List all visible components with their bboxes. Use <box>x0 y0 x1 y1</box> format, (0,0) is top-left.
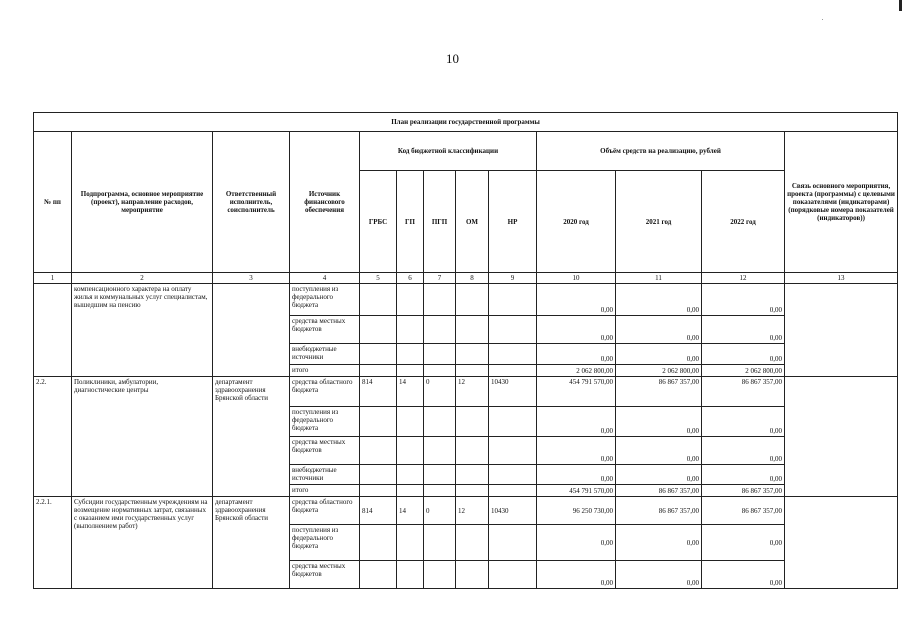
col-number: 7 <box>424 273 456 284</box>
value-2022: 86 867 357,00 <box>702 497 785 525</box>
value-2021: 0,00 <box>616 316 702 344</box>
row-source: средства местных бюджетов <box>290 561 360 589</box>
col-number: 5 <box>360 273 397 284</box>
header-name: Подпрограмма, основное мероприятие (проект), направление расходов, мероприятие <box>72 132 213 273</box>
code-gp: 14 <box>397 497 424 525</box>
scan-speck <box>822 19 823 20</box>
total-2022: 2 062 800,00 <box>702 365 785 377</box>
row-source: внебюджетные источники <box>290 344 360 365</box>
value-2022: 0,00 <box>702 465 785 485</box>
col-number: 2 <box>72 273 213 284</box>
code-pgp: 0 <box>424 497 456 525</box>
table-row <box>34 497 898 525</box>
value-2021: 0,00 <box>616 437 702 465</box>
header-source: Источник финансового обеспечения <box>290 132 360 273</box>
value-2022: 86 867 357,00 <box>702 377 785 407</box>
row-source: средства областного бюджета <box>290 377 360 407</box>
col-number: 12 <box>702 273 785 284</box>
col-number: 6 <box>397 273 424 284</box>
col-number: 11 <box>616 273 702 284</box>
row-link <box>785 497 898 589</box>
value-2020: 0,00 <box>537 316 616 344</box>
value-2022: 0,00 <box>702 344 785 365</box>
total-2022: 86 867 357,00 <box>702 485 785 497</box>
header-2022: 2022 год <box>702 171 785 273</box>
header-2021: 2021 год <box>616 171 702 273</box>
value-2022: 0,00 <box>702 525 785 561</box>
row-executor: департамент здравоохранения Брянской области <box>213 377 290 497</box>
value-2020: 0,00 <box>537 465 616 485</box>
col-number: 9 <box>489 273 537 284</box>
col-number: 3 <box>213 273 290 284</box>
code-om: 12 <box>456 377 489 407</box>
row-name: Поликлиники, амбулатории, диагностические центры <box>72 377 213 497</box>
row-name: компенсационного характера на оплату жилья и коммунальных услуг специалистам, вышедшим на пенсию <box>72 284 213 377</box>
value-2021: 0,00 <box>616 465 702 485</box>
value-2020: 454 791 570,00 <box>537 377 616 407</box>
code-pgp: 0 <box>424 377 456 407</box>
header-pgp: ПГП <box>424 171 456 273</box>
code-gp: 14 <box>397 377 424 407</box>
value-2020: 96 250 730,00 <box>537 497 616 525</box>
header-budget-code: Код бюджетной классификации <box>360 132 537 171</box>
header-2020: 2020 год <box>537 171 616 273</box>
row-source: итого <box>290 365 360 377</box>
header-gp: ГП <box>397 171 424 273</box>
row-link <box>785 377 898 497</box>
col-number: 10 <box>537 273 616 284</box>
value-2021: 0,00 <box>616 525 702 561</box>
total-2021: 2 062 800,00 <box>616 365 702 377</box>
page-number: 10 <box>446 51 459 66</box>
header-link: Связь основного мероприятия, проекта (программы) с целевыми показателями (индикаторами) (порядковые номера показателей (индикаторов)) <box>785 132 898 273</box>
value-2020: 0,00 <box>537 525 616 561</box>
row-source: средства местных бюджетов <box>290 437 360 465</box>
row-source: внебюджетные источники <box>290 465 360 485</box>
total-2021: 86 867 357,00 <box>616 485 702 497</box>
row-name: Субсидии государственным учреждениям на возмещение нормативных затрат, связанных с оказанием ими государственных услуг (выполнением работ) <box>72 497 213 589</box>
col-number: 4 <box>290 273 360 284</box>
row-source: средства местных бюджетов <box>290 316 360 344</box>
row-no <box>34 284 72 377</box>
code-nr: 10430 <box>489 497 537 525</box>
code-grbs: 814 <box>360 497 397 525</box>
value-2020: 0,00 <box>537 407 616 437</box>
total-2020: 454 791 570,00 <box>537 485 616 497</box>
col-number: 8 <box>456 273 489 284</box>
row-source: средства областного бюджета <box>290 497 360 525</box>
row-executor: департамент здравоохранения Брянской области <box>213 497 290 589</box>
code-om: 12 <box>456 497 489 525</box>
code-nr: 10430 <box>489 377 537 407</box>
row-source: итого <box>290 485 360 497</box>
value-2022: 0,00 <box>702 437 785 465</box>
value-2020: 0,00 <box>537 437 616 465</box>
scan-edge-mark <box>899 0 902 11</box>
header-grbs: ГРБС <box>360 171 397 273</box>
value-2021: 0,00 <box>616 344 702 365</box>
row-link <box>785 284 898 377</box>
value-2022: 0,00 <box>702 284 785 316</box>
value-2021: 0,00 <box>616 561 702 589</box>
row-source: поступления из федерального бюджета <box>290 525 360 561</box>
total-2020: 2 062 800,00 <box>537 365 616 377</box>
row-source: поступления из федерального бюджета <box>290 284 360 316</box>
header-volume: Объём средств на реализацию, рублей <box>537 132 785 171</box>
table-row <box>34 377 898 407</box>
row-no: 2.2. <box>34 377 72 497</box>
value-2020: 0,00 <box>537 561 616 589</box>
col-number: 13 <box>785 273 898 284</box>
value-2021: 0,00 <box>616 407 702 437</box>
value-2020: 0,00 <box>537 344 616 365</box>
header-no: № пп <box>34 132 72 273</box>
header-executor: Ответственный исполнитель, соисполнитель <box>213 132 290 273</box>
header-nr: НР <box>489 171 537 273</box>
value-2022: 0,00 <box>702 316 785 344</box>
row-no: 2.2.1. <box>34 497 72 589</box>
code-grbs: 814 <box>360 377 397 407</box>
column-number-row <box>34 273 898 284</box>
table-title: План реализации государственной программы <box>34 113 898 132</box>
value-2022: 0,00 <box>702 561 785 589</box>
program-plan-table <box>33 112 898 589</box>
row-executor <box>213 284 290 377</box>
header-om: ОМ <box>456 171 489 273</box>
value-2021: 86 867 357,00 <box>616 377 702 407</box>
col-number: 1 <box>34 273 72 284</box>
value-2020: 0,00 <box>537 284 616 316</box>
row-source: поступления из федерального бюджета <box>290 407 360 437</box>
value-2022: 0,00 <box>702 407 785 437</box>
value-2021: 0,00 <box>616 284 702 316</box>
table-row <box>34 284 898 316</box>
value-2021: 86 867 357,00 <box>616 497 702 525</box>
